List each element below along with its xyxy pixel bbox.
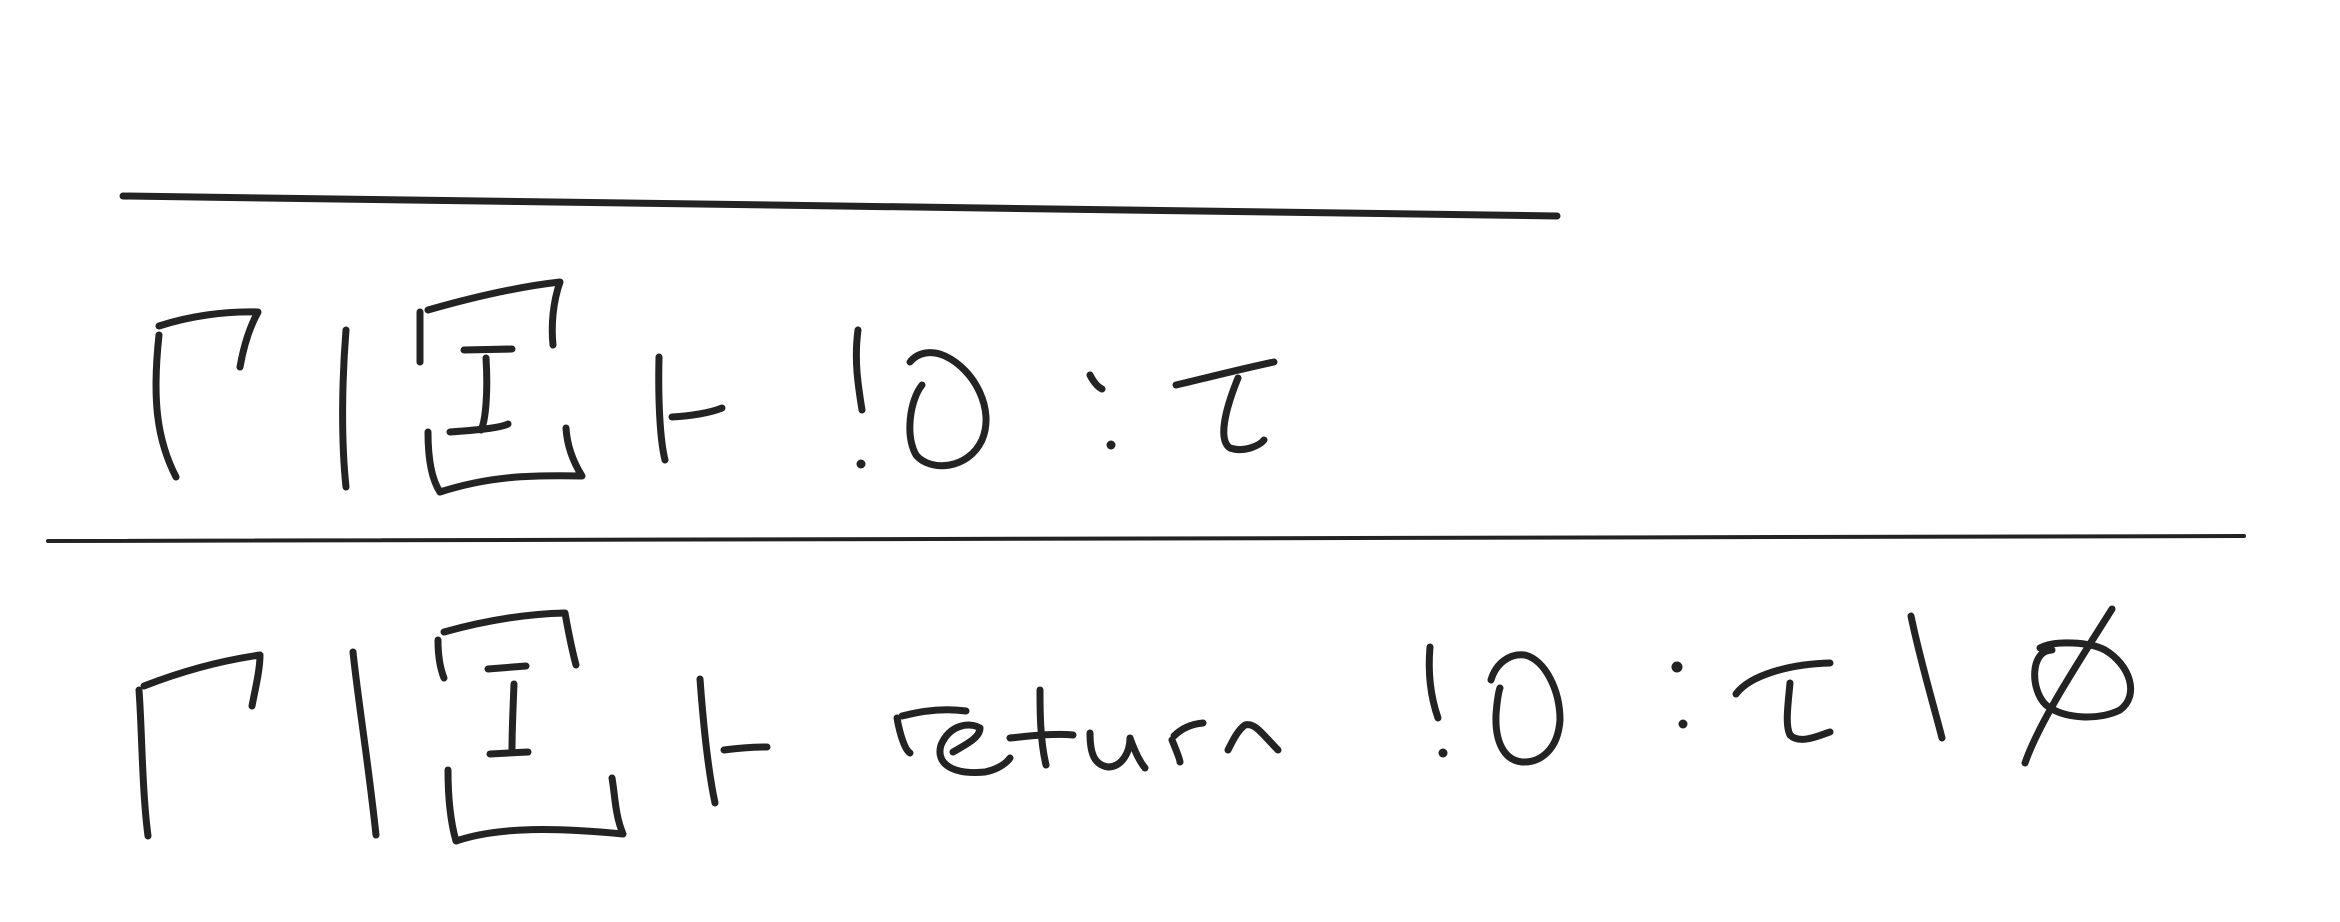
conclusion-bar-separator <box>353 652 376 835</box>
premise-turnstile <box>659 357 722 460</box>
premise-type-tau <box>1176 362 1274 450</box>
premise-term <box>856 330 986 469</box>
conclusion-keyword-return <box>897 690 1278 773</box>
conclusion-effect-empty-set <box>2025 609 2131 763</box>
conclusion-term <box>1429 647 1560 762</box>
inference-line <box>48 536 2244 541</box>
conclusion-turnstile <box>700 679 767 803</box>
conclusion-effect-separator <box>1911 616 1942 738</box>
conclusion-type-tau <box>1736 663 1830 739</box>
premise-bar-separator <box>343 330 346 487</box>
conclusion-sigma-box <box>438 613 623 841</box>
conclusion-gamma <box>139 655 260 836</box>
conclusion-colon <box>1672 662 1688 729</box>
premise-sigma-box <box>420 282 582 492</box>
premise-bar <box>123 196 1557 216</box>
premise-gamma <box>156 312 258 477</box>
premise-colon <box>1090 375 1116 450</box>
